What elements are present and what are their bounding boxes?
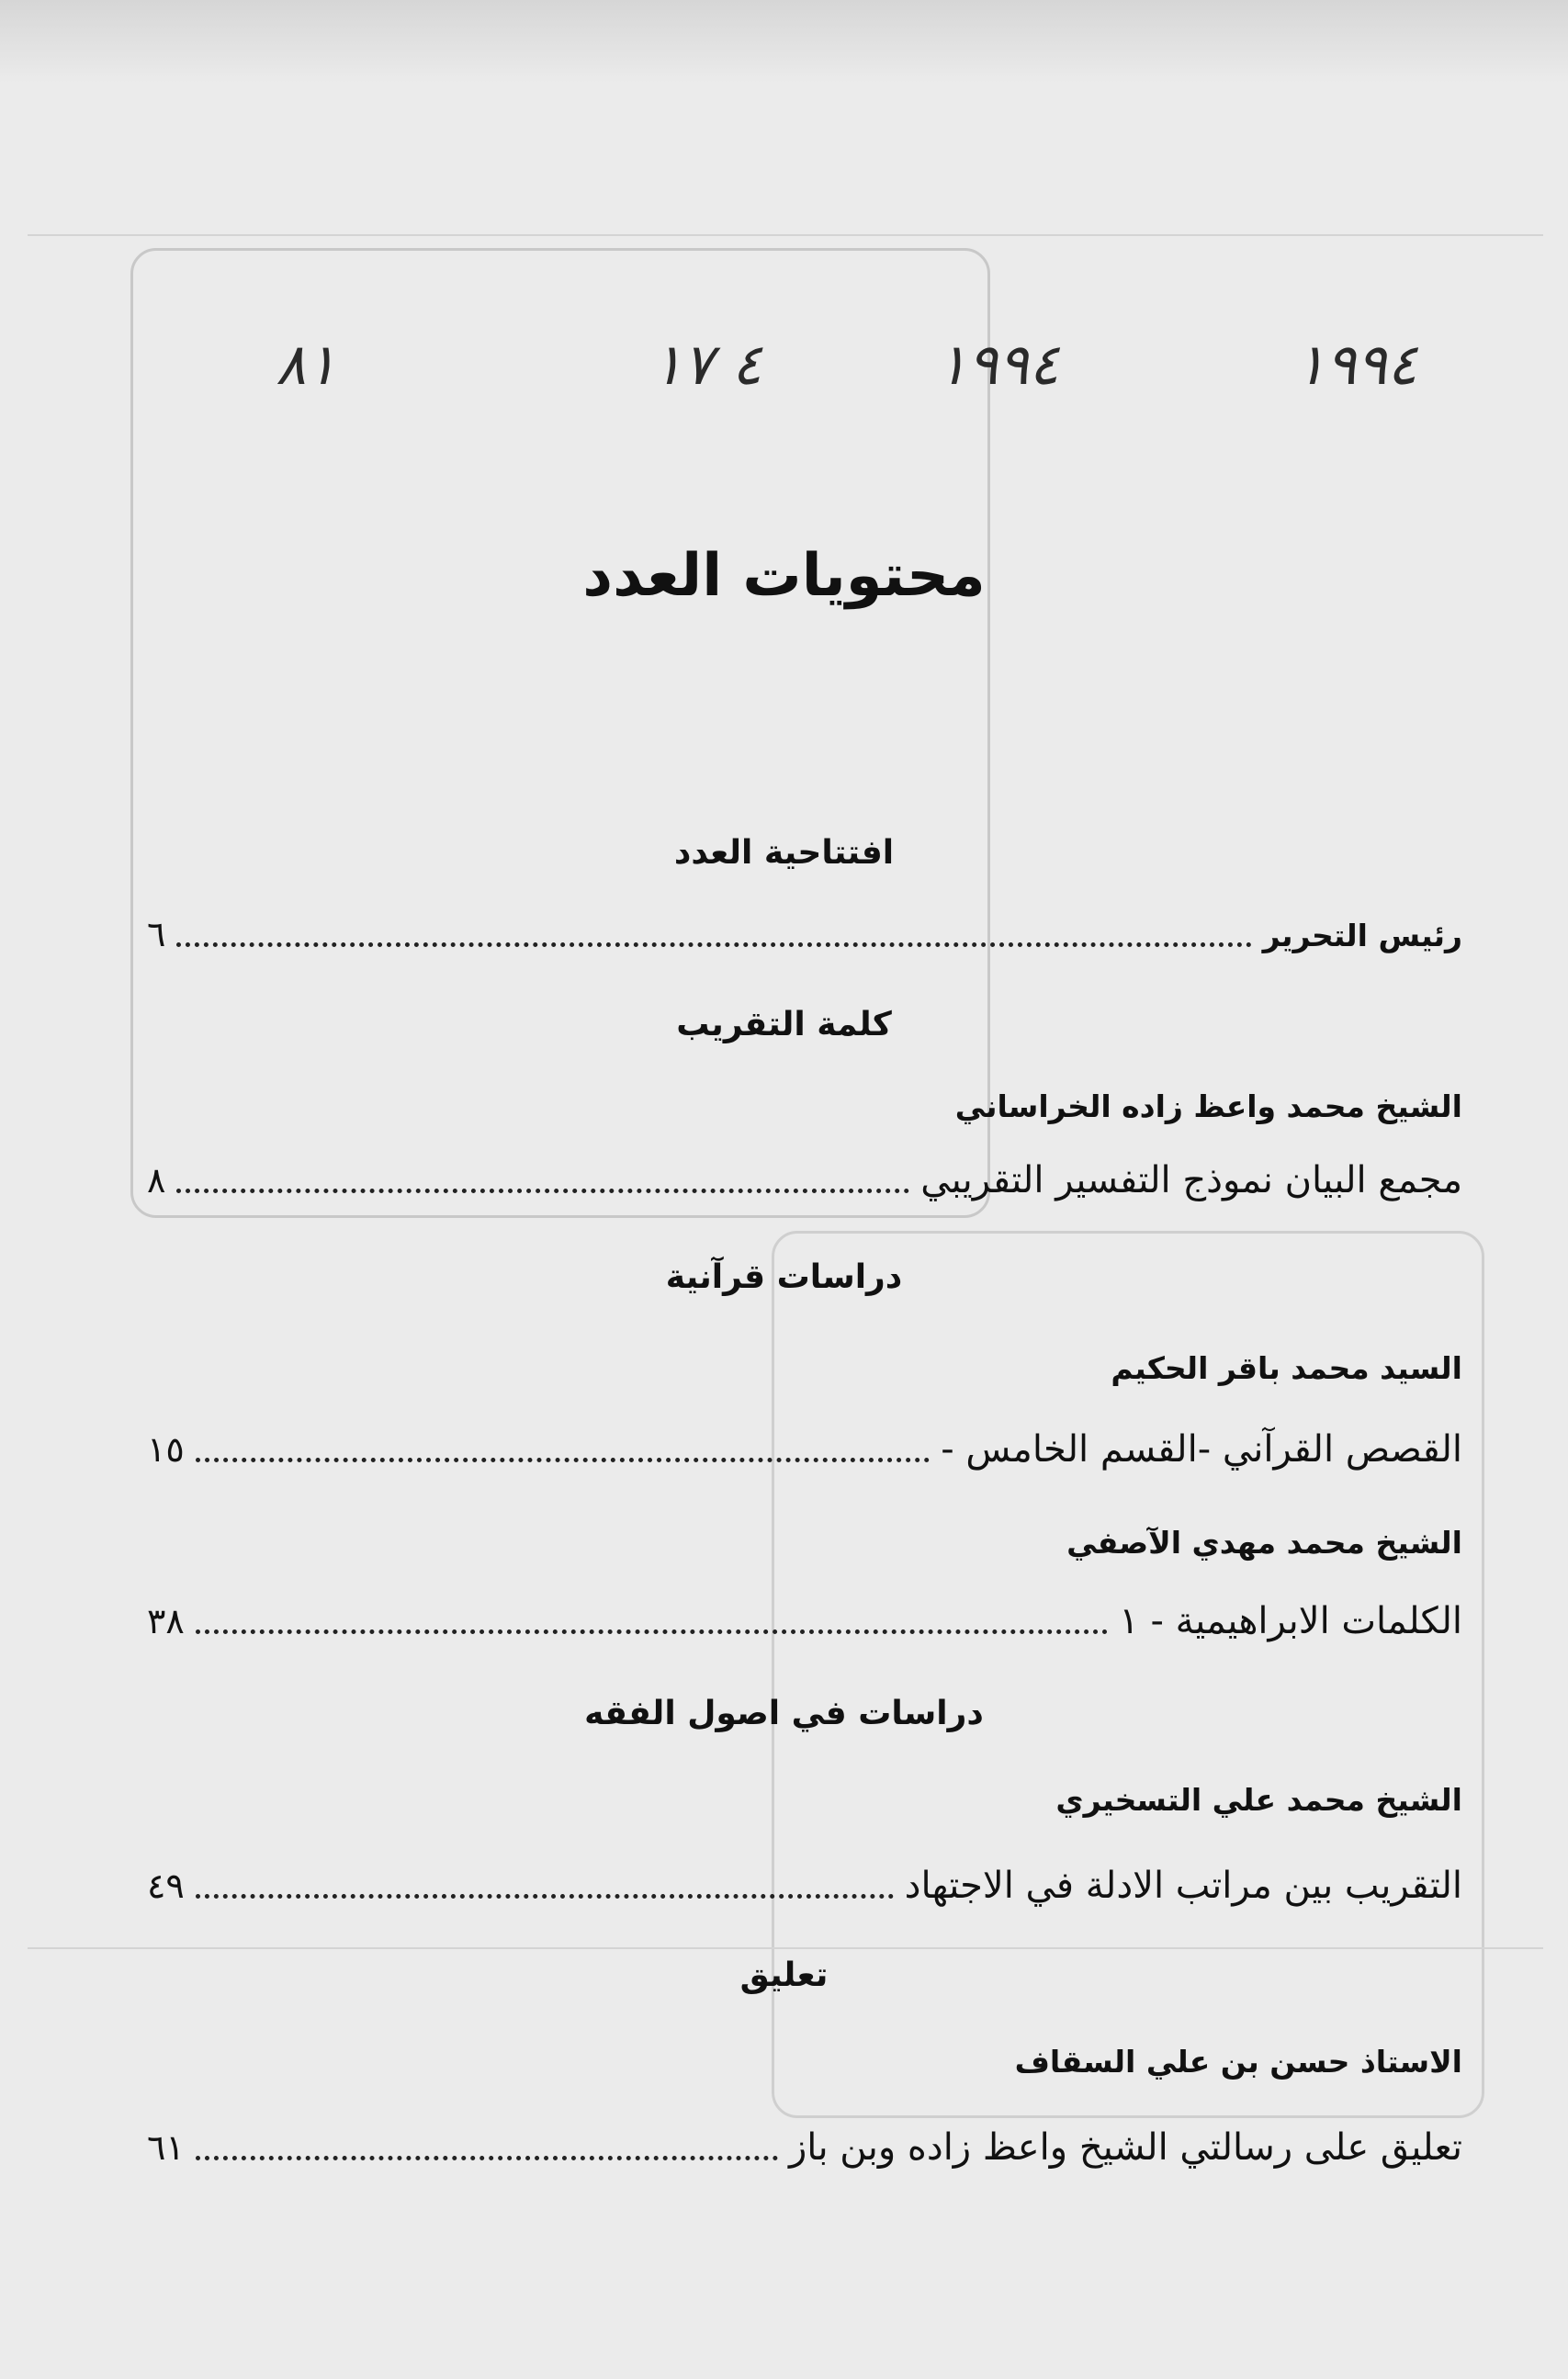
toc-page-number: ٨ bbox=[147, 1160, 166, 1201]
toc-author: الشيخ محمد علي التسخيري bbox=[1055, 1782, 1462, 1818]
toc-article-title: التقريب بين مراتب الادلة في الاجتهاد bbox=[904, 1865, 1462, 1907]
toc-author: الشيخ محمد مهدي الآصفي bbox=[1066, 1525, 1462, 1561]
section-heading-usul-al-fiqh: دراسات في اصول الفقه bbox=[584, 1695, 984, 1732]
section-heading-quranic-studies: دراسات قرآنية bbox=[665, 1258, 903, 1296]
toc-author: الاستاذ حسن بن علي السقاف bbox=[1014, 2044, 1462, 2080]
toc-author: الشيخ محمد واعظ زاده الخراساني bbox=[954, 1088, 1462, 1124]
toc-dot-leader bbox=[176, 1168, 909, 1193]
section-heading-editorial: افتتاحية العدد bbox=[673, 834, 895, 872]
toc-row-quranic-stories bbox=[147, 1428, 1462, 1471]
toc-article-title: القصص القرآني -القسم الخامس - bbox=[941, 1428, 1462, 1471]
handwritten-issue-number: ٤ ١٧ bbox=[652, 331, 762, 398]
section-heading-taqrib: كلمة التقريب bbox=[676, 1006, 892, 1043]
bleed-through-rule-lower bbox=[28, 1947, 1543, 1949]
toc-row-commentary-letters bbox=[147, 2126, 1462, 2169]
bleed-through-rule bbox=[28, 234, 1543, 236]
toc-page-number: ٦ bbox=[147, 914, 166, 954]
toc-dot-leader bbox=[176, 922, 1251, 947]
toc-dot-leader bbox=[196, 1609, 1108, 1634]
toc-row-majma-al-bayan bbox=[147, 1159, 1462, 1201]
toc-dot-leader bbox=[196, 1874, 894, 1899]
toc-page-number: ٦١ bbox=[147, 2127, 185, 2168]
toc-dot-leader bbox=[196, 1438, 930, 1462]
toc-article-title: الكلمات الابراهيمية - ١ bbox=[1119, 1600, 1462, 1642]
scan-edge-shadow bbox=[0, 0, 1568, 83]
section-heading-commentary: تعليق bbox=[739, 1956, 829, 1994]
toc-article-title: رئيس التحرير bbox=[1262, 918, 1462, 953]
handwritten-year-2: ١٩٩٤ bbox=[937, 331, 1060, 398]
handwritten-reference: ٨١ bbox=[276, 331, 337, 398]
toc-article-title: تعليق على رسالتي الشيخ واعظ زاده وبن باز bbox=[788, 2126, 1462, 2169]
toc-dot-leader bbox=[196, 2136, 778, 2160]
page-title: محتويات العدد bbox=[582, 542, 986, 610]
handwritten-year-1: ١٩٩٤ bbox=[1295, 331, 1418, 398]
toc-page-number: ١٥ bbox=[147, 1429, 185, 1470]
toc-row-ranks-of-evidence bbox=[147, 1865, 1462, 1907]
handwritten-annotation bbox=[239, 331, 1470, 441]
toc-row-abrahamic-words bbox=[147, 1600, 1462, 1642]
toc-page-number: ٣٨ bbox=[147, 1601, 185, 1641]
toc-article-title: مجمع البيان نموذج التفسير التقريبي bbox=[920, 1159, 1462, 1201]
toc-author: السيد محمد باقر الحكيم bbox=[1111, 1350, 1462, 1386]
toc-page-number: ٤٩ bbox=[147, 1866, 185, 1906]
toc-row-editorial bbox=[147, 914, 1462, 954]
